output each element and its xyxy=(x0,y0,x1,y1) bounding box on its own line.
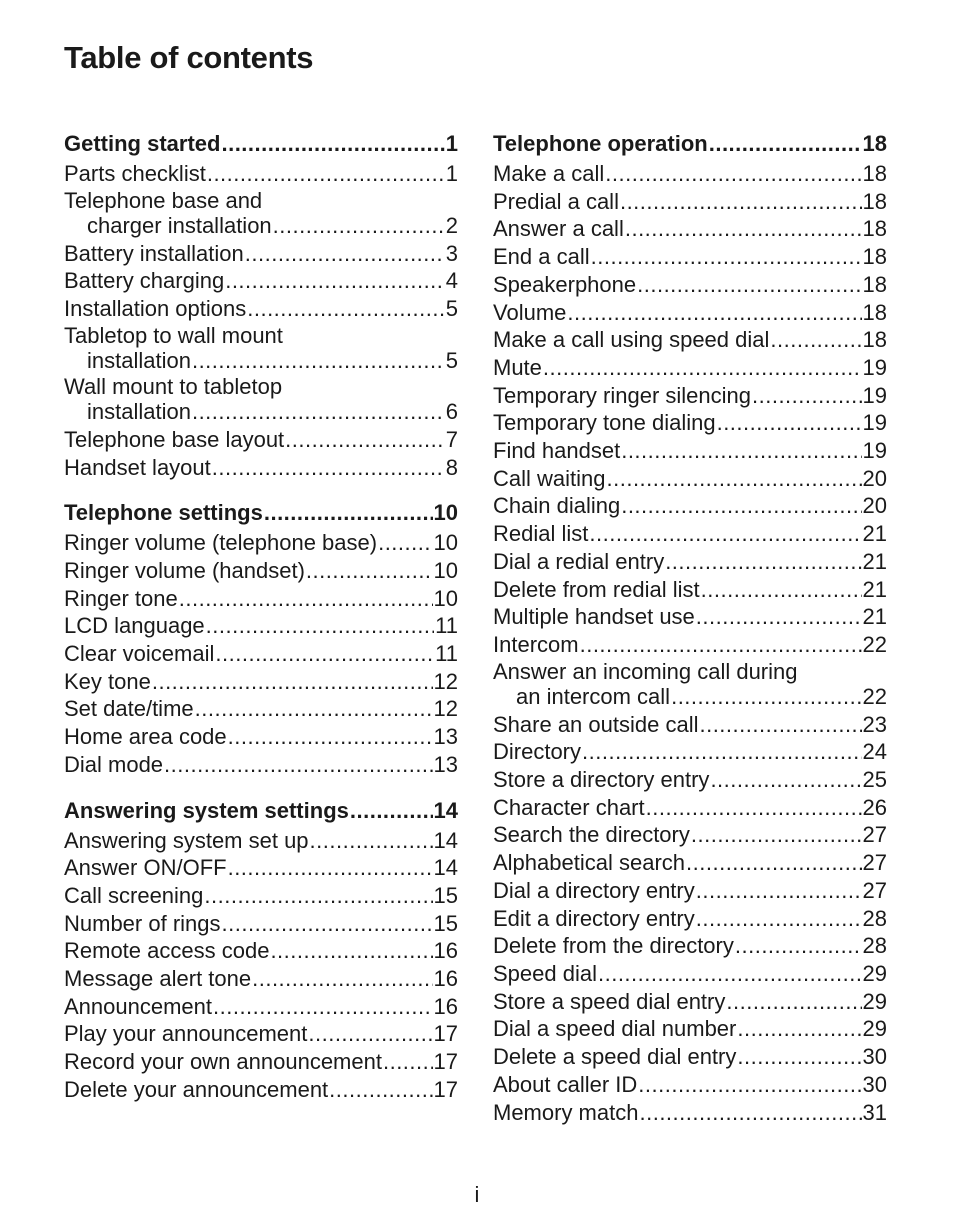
toc-entry[interactable] xyxy=(64,827,458,855)
toc-entry-page-number: 27 xyxy=(862,877,887,903)
dot-leader xyxy=(621,437,861,465)
toc-entry-page-number: 12 xyxy=(433,668,458,694)
toc-entry-continuation[interactable] xyxy=(64,348,458,374)
toc-entry-page-number: 18 xyxy=(862,244,887,270)
toc-section-telephone-settings xyxy=(64,497,458,778)
toc-entry-title: Memory match xyxy=(493,1099,639,1125)
toc-entry-page-number: 18 xyxy=(862,188,887,214)
toc-entry-title: Telephone settings xyxy=(64,500,263,526)
toc-entry-title: Set date/time xyxy=(64,696,194,722)
toc-entry[interactable] xyxy=(493,437,887,465)
dot-leader xyxy=(245,240,445,268)
toc-entry[interactable] xyxy=(493,738,887,766)
toc-entry-title: LCD language xyxy=(64,613,205,639)
toc-entry[interactable] xyxy=(64,295,458,323)
toc-entry-page-number: 13 xyxy=(433,724,458,750)
toc-section-telephone-operation xyxy=(493,128,887,1126)
toc-entry-page-number: 10 xyxy=(433,585,458,611)
toc-entry[interactable] xyxy=(64,1020,458,1048)
toc-entry-page-number: 5 xyxy=(445,347,458,373)
dot-leader xyxy=(164,751,432,779)
toc-entry-title: Getting started xyxy=(64,131,221,156)
toc-entry[interactable] xyxy=(493,243,887,271)
toc-entry-wrapped[interactable] xyxy=(64,189,458,239)
toc-entry-page-number: 27 xyxy=(862,850,887,876)
toc-entry-title: an intercom call xyxy=(516,683,671,709)
dot-leader xyxy=(709,128,862,160)
toc-section-heading[interactable] xyxy=(64,128,458,160)
toc-entry-title: Parts checklist xyxy=(64,161,206,186)
toc-entry-page-number: 21 xyxy=(862,576,887,602)
dot-leader xyxy=(710,766,861,794)
dot-leader xyxy=(152,668,433,696)
toc-entry-page-number: 18 xyxy=(862,327,887,353)
toc-entry[interactable] xyxy=(64,426,458,454)
toc-entry-page-number: 17 xyxy=(433,1049,458,1075)
toc-entry-title: Make a call xyxy=(493,161,605,186)
dot-leader xyxy=(228,854,433,882)
toc-entry-title: Delete from redial list xyxy=(493,576,700,602)
dot-leader xyxy=(212,454,445,482)
toc-entry-title: Delete from the directory xyxy=(493,933,734,959)
toc-entry-title: About caller ID xyxy=(493,1071,638,1097)
toc-section-heading[interactable] xyxy=(493,128,887,160)
dot-leader xyxy=(215,640,434,668)
toc-entry-page-number: 19 xyxy=(862,354,887,380)
toc-entry-page-number: 23 xyxy=(862,711,887,737)
toc-entry-page-number: 30 xyxy=(862,1044,887,1070)
toc-entry[interactable] xyxy=(493,382,887,410)
toc-entry[interactable] xyxy=(493,877,887,905)
toc-entry-page-number: 11 xyxy=(435,641,458,667)
toc-entry-title: Telephone base layout xyxy=(64,426,285,452)
toc-column-left xyxy=(64,128,458,1120)
toc-entry-title: Delete a speed dial entry xyxy=(493,1044,737,1070)
dot-leader xyxy=(204,882,432,910)
toc-entry-title: Answering system settings xyxy=(64,797,349,823)
toc-entry-title: Character chart xyxy=(493,794,645,820)
toc-entry-title: Answer ON/OFF xyxy=(64,855,227,881)
toc-entry-title: Tabletop to wall mount xyxy=(64,322,283,348)
toc-entry-title: installation xyxy=(87,398,191,424)
toc-entry-title: Volume xyxy=(493,299,567,325)
toc-entry-title: Answer an incoming call during xyxy=(493,658,798,684)
toc-entry-page-number: 24 xyxy=(862,739,887,765)
dot-leader xyxy=(213,993,433,1021)
toc-entry-title: Predial a call xyxy=(493,188,619,214)
dot-leader xyxy=(638,1071,861,1099)
toc-entry[interactable] xyxy=(493,548,887,576)
toc-entry-title: Share an outside call xyxy=(493,711,699,737)
toc-entry-title: Store a directory entry xyxy=(493,767,710,793)
toc-entry-title: Edit a directory entry xyxy=(493,905,695,931)
toc-entry[interactable] xyxy=(493,794,887,822)
toc-entry-title: Chain dialing xyxy=(493,493,621,519)
toc-entry-title: Temporary tone dialing xyxy=(493,410,716,436)
dot-leader xyxy=(620,188,862,216)
toc-entry[interactable] xyxy=(64,882,458,910)
toc-entry-page-number: 2 xyxy=(445,212,458,238)
dot-leader xyxy=(270,937,432,965)
toc-entry-title: Speakerphone xyxy=(493,271,637,297)
toc-entry[interactable] xyxy=(493,492,887,520)
toc-entry-title: Alphabetical search xyxy=(493,850,686,876)
toc-entry[interactable] xyxy=(493,1099,887,1127)
dot-leader xyxy=(179,585,433,613)
toc-entry-page-number: 19 xyxy=(862,382,887,408)
dot-leader xyxy=(589,520,861,548)
toc-entry-page-number: 11 xyxy=(435,613,458,639)
toc-entry-page-number: 25 xyxy=(862,767,887,793)
toc-entry-wrapped[interactable] xyxy=(64,375,458,425)
toc-entry[interactable] xyxy=(64,612,458,640)
toc-entry-title: Temporary ringer silencing xyxy=(493,382,751,408)
toc-section-heading[interactable] xyxy=(64,795,458,827)
toc-entry-page-number: 29 xyxy=(862,960,887,986)
toc-entry-page-number: 4 xyxy=(445,268,458,294)
toc-entry[interactable] xyxy=(64,723,458,751)
toc-entry-title: Wall mount to tabletop xyxy=(64,373,283,399)
toc-entry-title: Directory xyxy=(493,739,582,765)
toc-entry-page-number: 22 xyxy=(862,683,887,709)
toc-entry[interactable] xyxy=(493,631,887,659)
toc-entry-title: Find handset xyxy=(493,438,621,464)
dot-leader xyxy=(605,160,861,188)
toc-entry-title: Remote access code xyxy=(64,938,270,964)
toc-entry-title: Home area code xyxy=(64,724,227,750)
dot-leader xyxy=(591,243,862,271)
dot-leader xyxy=(639,1099,861,1127)
toc-entry[interactable] xyxy=(64,910,458,938)
toc-entry[interactable] xyxy=(493,766,887,794)
toc-entry-title: Announcement xyxy=(64,993,212,1019)
dot-leader xyxy=(221,128,444,160)
toc-entry-title: Record your own announcement xyxy=(64,1049,382,1075)
toc-entry[interactable] xyxy=(64,557,458,585)
toc-entry-title: Dial a directory entry xyxy=(493,877,695,903)
toc-entry-wrapped[interactable] xyxy=(493,660,887,710)
toc-entry[interactable] xyxy=(493,465,887,493)
toc-entry-wrapped[interactable] xyxy=(64,324,458,374)
dot-leader xyxy=(686,849,862,877)
dot-leader xyxy=(228,723,433,751)
toc-entry-page-number: 19 xyxy=(862,410,887,436)
toc-entry-title: End a call xyxy=(493,244,590,270)
toc-entry[interactable] xyxy=(493,271,887,299)
toc-entry-title: Installation options xyxy=(64,296,247,322)
dot-leader xyxy=(699,711,861,739)
toc-entry-title: Ringer tone xyxy=(64,585,178,611)
toc-entry-page-number: 14 xyxy=(433,855,458,881)
toc-entry-title: Dial a speed dial number xyxy=(493,1016,737,1042)
toc-entry-page-number: 20 xyxy=(862,465,887,491)
toc-entry-page-number: 18 xyxy=(862,299,887,325)
toc-entry-title: Search the directory xyxy=(493,822,690,848)
toc-section-heading[interactable] xyxy=(64,497,458,529)
toc-entry-page-number: 8 xyxy=(445,454,458,480)
toc-entry[interactable] xyxy=(493,326,887,354)
toc-entry-title: Mute xyxy=(493,354,542,380)
dot-leader xyxy=(206,612,434,640)
toc-entry[interactable] xyxy=(493,849,887,877)
toc-entry[interactable] xyxy=(64,751,458,779)
toc-entry-page-number: 16 xyxy=(433,966,458,992)
toc-entry[interactable] xyxy=(64,965,458,993)
toc-entry-page-number: 19 xyxy=(862,438,887,464)
toc-entry[interactable] xyxy=(493,215,887,243)
toc-entry[interactable] xyxy=(493,1043,887,1071)
toc-entry[interactable] xyxy=(493,299,887,327)
page-number: i xyxy=(474,1182,480,1207)
toc-entry-page-number: 27 xyxy=(862,822,887,848)
toc-entry-page-number: 10 xyxy=(433,500,458,526)
dot-leader xyxy=(192,399,445,425)
dot-leader xyxy=(582,738,862,766)
dot-leader xyxy=(247,295,445,323)
toc-entry[interactable] xyxy=(64,240,458,268)
toc-entry-title: Dial mode xyxy=(64,751,164,777)
toc-entry[interactable] xyxy=(64,585,458,613)
dot-leader xyxy=(691,821,862,849)
toc-entry[interactable] xyxy=(64,937,458,965)
toc-entry[interactable] xyxy=(493,932,887,960)
toc-entry-page-number: 17 xyxy=(433,1076,458,1102)
toc-entry-title: charger installation xyxy=(87,212,272,238)
toc-entry-title: Ringer volume (telephone base) xyxy=(64,530,378,556)
toc-entry-continuation[interactable] xyxy=(493,684,887,710)
toc-entry[interactable] xyxy=(493,520,887,548)
toc-entry-page-number: 18 xyxy=(862,271,887,297)
toc-entry-title: Store a speed dial entry xyxy=(493,988,726,1014)
toc-entry-page-number: 1 xyxy=(445,161,458,186)
toc-entry[interactable] xyxy=(64,1048,458,1076)
toc-entry-page-number: 10 xyxy=(433,530,458,556)
toc-entry[interactable] xyxy=(64,160,458,188)
dot-leader xyxy=(607,465,862,493)
dot-leader xyxy=(329,1076,432,1104)
dot-leader xyxy=(207,160,445,188)
toc-entry-title: Delete your announcement xyxy=(64,1076,329,1102)
dot-leader xyxy=(580,631,862,659)
dot-leader xyxy=(308,1020,432,1048)
toc-entry-page-number: 6 xyxy=(445,398,458,424)
toc-entry[interactable] xyxy=(64,267,458,295)
toc-entry-page-number: 29 xyxy=(862,1016,887,1042)
toc-entry-page-number: 30 xyxy=(862,1071,887,1097)
toc-entry[interactable] xyxy=(64,454,458,482)
dot-leader xyxy=(306,557,433,585)
dot-leader xyxy=(726,988,861,1016)
toc-entry-continuation[interactable] xyxy=(64,213,458,239)
toc-entry-title: Call screening xyxy=(64,882,204,908)
toc-entry-page-number: 7 xyxy=(445,426,458,452)
toc-entry[interactable] xyxy=(493,1015,887,1043)
toc-entry-title: Play your announcement xyxy=(64,1021,308,1047)
toc-entry-title: Number of rings xyxy=(64,910,221,936)
dot-leader xyxy=(735,932,862,960)
dot-leader xyxy=(646,794,862,822)
dot-leader xyxy=(737,1015,861,1043)
toc-entry-title: Intercom xyxy=(493,631,579,657)
toc-entry[interactable] xyxy=(493,160,887,188)
toc-entry-title: Answering system set up xyxy=(64,827,309,853)
toc-entry-page-number: 18 xyxy=(862,161,887,186)
toc-entry-title: Telephone base and xyxy=(64,187,263,213)
dot-leader xyxy=(696,603,862,631)
dot-leader xyxy=(770,326,861,354)
toc-entry-continuation[interactable] xyxy=(64,399,458,425)
toc-entry-page-number: 14 xyxy=(433,797,458,823)
toc-entry-title: Multiple handset use xyxy=(493,604,695,630)
toc-entry-page-number: 16 xyxy=(433,993,458,1019)
toc-entry-title: Ringer volume (handset) xyxy=(64,557,305,583)
toc-entry-title: Handset layout xyxy=(64,454,211,480)
toc-entry-title: Message alert tone xyxy=(64,966,252,992)
toc-entry-page-number: 3 xyxy=(445,240,458,266)
toc-entry-page-number: 15 xyxy=(433,910,458,936)
toc-entry-page-number: 12 xyxy=(433,696,458,722)
dot-leader xyxy=(696,877,862,905)
toc-entry-page-number: 17 xyxy=(433,1021,458,1047)
toc-entry-page-number: 1 xyxy=(445,131,458,156)
toc-entry-title: Battery installation xyxy=(64,240,244,266)
toc-entry-page-number: 13 xyxy=(433,751,458,777)
toc-entry[interactable] xyxy=(493,821,887,849)
toc-entry-page-number: 18 xyxy=(862,216,887,242)
dot-leader xyxy=(378,529,432,557)
toc-entry-page-number: 31 xyxy=(862,1099,887,1125)
toc-column-right xyxy=(493,128,887,1142)
toc-entry-title: Make a call using speed dial xyxy=(493,327,770,353)
toc-entry[interactable] xyxy=(493,1071,887,1099)
toc-entry-page-number: 10 xyxy=(433,557,458,583)
toc-entry-page-number: 26 xyxy=(862,794,887,820)
toc-entry-page-number: 28 xyxy=(862,933,887,959)
toc-entry-title: Telephone operation xyxy=(493,131,708,156)
dot-leader xyxy=(273,213,445,239)
dot-leader xyxy=(350,795,433,827)
dot-leader xyxy=(701,576,862,604)
dot-leader xyxy=(310,827,433,855)
toc-entry[interactable] xyxy=(493,960,887,988)
toc-entry-page-number: 21 xyxy=(862,604,887,630)
toc-entry[interactable] xyxy=(493,603,887,631)
toc-entry-page-number: 5 xyxy=(445,296,458,322)
toc-entry-title: Call waiting xyxy=(493,465,606,491)
dot-leader xyxy=(598,960,862,988)
dot-leader xyxy=(225,267,445,295)
toc-entry[interactable] xyxy=(64,1076,458,1104)
toc-entry-page-number: 22 xyxy=(862,631,887,657)
dot-leader xyxy=(637,271,861,299)
dot-leader xyxy=(383,1048,433,1076)
dot-leader xyxy=(222,910,433,938)
toc-entry[interactable] xyxy=(64,993,458,1021)
toc-section-answering-system-settings xyxy=(64,795,458,1104)
dot-leader xyxy=(752,382,862,410)
toc-entry-title: Redial list xyxy=(493,521,589,547)
toc-entry[interactable] xyxy=(493,905,887,933)
toc-entry-page-number: 21 xyxy=(862,521,887,547)
toc-entry[interactable] xyxy=(493,988,887,1016)
toc-entry-title: Battery charging xyxy=(64,268,225,294)
dot-leader xyxy=(567,299,861,327)
toc-entry-title: Speed dial xyxy=(493,960,597,986)
toc-entry[interactable] xyxy=(493,354,887,382)
toc-entry[interactable] xyxy=(64,529,458,557)
dot-leader xyxy=(264,497,433,529)
toc-entry-page-number: 14 xyxy=(433,827,458,853)
toc-entry[interactable] xyxy=(64,668,458,696)
toc-entry-page-number: 15 xyxy=(433,882,458,908)
dot-leader xyxy=(285,426,445,454)
page-title: Table of contents xyxy=(64,40,314,75)
toc-entry-page-number: 18 xyxy=(862,131,887,156)
dot-leader xyxy=(621,492,861,520)
dot-leader xyxy=(665,548,861,576)
toc-entry-page-number: 16 xyxy=(433,938,458,964)
toc-entry-page-number: 20 xyxy=(862,493,887,519)
toc-entry[interactable] xyxy=(493,188,887,216)
toc-entry-title: installation xyxy=(87,347,191,373)
toc-entry-title: Key tone xyxy=(64,668,151,694)
dot-leader xyxy=(717,409,862,437)
toc-entry-page-number: 29 xyxy=(862,988,887,1014)
toc-entry[interactable] xyxy=(493,711,887,739)
toc-entry-page-number: 21 xyxy=(862,548,887,574)
toc-entry[interactable] xyxy=(64,854,458,882)
toc-entry[interactable] xyxy=(64,640,458,668)
toc-section-getting-started xyxy=(64,128,458,481)
toc-entry-title: Clear voicemail xyxy=(64,641,215,667)
dot-leader xyxy=(625,215,862,243)
toc-entry-title: Answer a call xyxy=(493,216,624,242)
toc-entry[interactable] xyxy=(493,576,887,604)
dot-leader xyxy=(737,1043,861,1071)
toc-entry[interactable] xyxy=(493,409,887,437)
dot-leader xyxy=(192,348,445,374)
toc-entry-title: Dial a redial entry xyxy=(493,548,665,574)
toc-entry[interactable] xyxy=(64,695,458,723)
dot-leader xyxy=(252,965,432,993)
dot-leader xyxy=(195,695,433,723)
dot-leader xyxy=(543,354,862,382)
dot-leader xyxy=(671,684,861,710)
toc-entry-page-number: 28 xyxy=(862,905,887,931)
dot-leader xyxy=(696,905,862,933)
